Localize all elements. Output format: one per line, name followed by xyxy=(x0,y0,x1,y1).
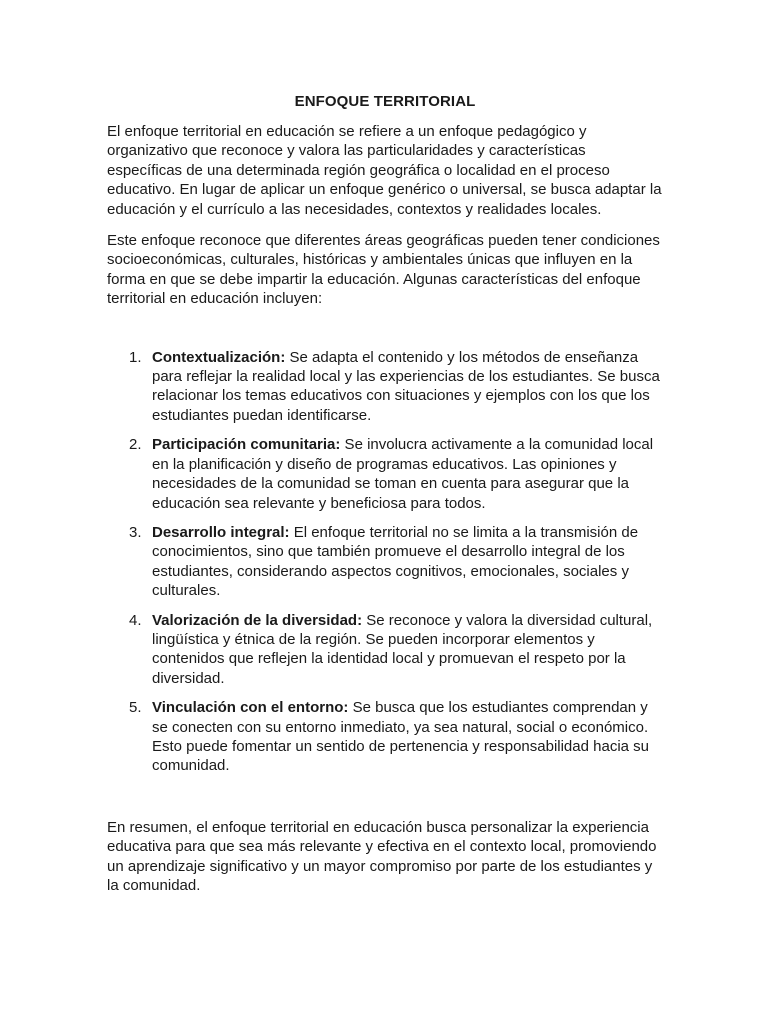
list-item xyxy=(107,523,663,601)
list-item-number: 2. xyxy=(129,436,142,454)
list-item-title: Vinculación con el entorno: xyxy=(152,699,349,717)
document-title: ENFOQUE TERRITORIAL xyxy=(294,93,476,110)
list-item-text: El enfoque territorial no se limita a la transmisión de conocimientos, sino que también promueve el desarrollo integral de los estudiantes, considerando aspectos cognitivos, emocionales, sociales y culturales. xyxy=(152,523,639,600)
list-item-text: Se busca que los estudiantes comprendan y se conecten con su entorno inmediato, ya sea natural, social o económico. Esto puede fomentar un sentido de pertenencia y responsabilidad hacia su comunidad. xyxy=(152,699,649,775)
characteristics-list xyxy=(107,348,663,776)
list-item-title: Desarrollo integral: xyxy=(152,523,290,541)
list-item xyxy=(107,435,663,513)
list-item xyxy=(107,698,663,776)
intro-paragraph: El enfoque territorial en educación se refiere a un enfoque pedagógico y organizativo que reconoce y valora las particularidades y características específicas de una determinada región geográfica o localidad en el proceso educativo. En lugar de aplicar un enfoque genérico o universal, se busca adaptar la educación y el currículo a las necesidades, contextos y realidades locales. xyxy=(107,123,662,218)
list-item-number: 3. xyxy=(129,523,142,541)
list-item-text: Se reconoce y valora la diversidad cultural, lingüística y étnica de la región. Se pueden incorporar elementos y contenidos que reflejen la identidad local y promuevan el respeto por la diversidad. xyxy=(152,611,653,687)
list-item xyxy=(107,611,663,689)
list-item-number: 1. xyxy=(129,348,142,366)
list-item-text: Se involucra activamente a la comunidad local en la planificación y diseño de programas educativos. Las opiniones y necesidades de la comunidad se toman en cuenta para asegurar que la educación sea relevante y beneficiosa para todos. xyxy=(152,436,654,512)
list-item-title: Contextualización: xyxy=(152,348,286,366)
list-item-text: Se adapta el contenido y los métodos de enseñanza para reflejar la realidad local y las experiencias de los estudiantes. Se busca relacionar los temas educativos con situaciones y ejemplos con los que los estudiantes puedan identificarse. xyxy=(152,348,660,424)
list-item-number: 5. xyxy=(129,699,142,717)
list-item-number: 4. xyxy=(129,611,142,629)
document-page xyxy=(107,92,663,907)
list-item-title: Participación comunitaria: xyxy=(152,436,341,454)
summary-paragraph: En resumen, el enfoque territorial en educación busca personalizar la experiencia educativa para que sea más relevante y efectiva en el contexto local, promoviendo un aprendizaje significativo y un mayor compromiso por parte de los estudiantes y la comunidad. xyxy=(107,818,657,894)
list-item-title: Valorización de la diversidad: xyxy=(152,611,363,629)
context-paragraph: Este enfoque reconoce que diferentes áreas geográficas pueden tener condiciones socioeconómicas, culturales, históricas y ambientales únicas que influyen en la forma en que se debe impartir la educación. Algunas características del enfoque territorial en educación incluyen: xyxy=(107,232,660,308)
list-item xyxy=(107,348,663,426)
